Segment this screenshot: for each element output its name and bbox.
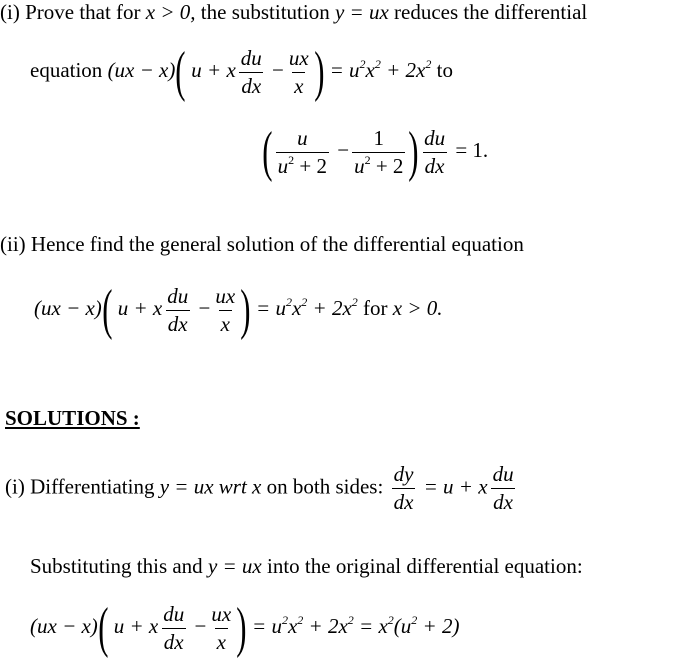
left-paren: ( bbox=[175, 41, 186, 103]
minus-sign: − bbox=[272, 57, 284, 82]
differentiation-step bbox=[5, 464, 519, 513]
rhs-expression: = $u^2x^2 + 2x^2$ bbox=[329, 56, 432, 82]
for-word: for bbox=[363, 295, 388, 320]
subst-text-start: Substituting this and bbox=[30, 554, 203, 578]
reduced-equation bbox=[262, 121, 489, 183]
right-paren: ) bbox=[236, 597, 247, 659]
substituted-equation-partial bbox=[30, 597, 460, 659]
equals-one: = 1. bbox=[455, 137, 489, 162]
original-equation bbox=[30, 41, 453, 103]
lhs-factor: (ux − x) bbox=[107, 57, 176, 82]
u-term: u + x bbox=[191, 57, 236, 82]
substitution-step bbox=[30, 556, 583, 577]
part-i-condition: x > 0, bbox=[145, 0, 196, 24]
du-dx-fraction: $\frac{du}{dx}$ bbox=[163, 601, 185, 654]
dy-dx-fraction: $\frac{dy}{dx}$ bbox=[393, 462, 414, 514]
du-dx-fraction: $\frac{du}{dx}$ bbox=[424, 125, 446, 178]
minus-sign: − bbox=[194, 613, 207, 638]
rhs-expression: = $u^2x^2 + 2x^2 = x^2(u^2 + 2)$ bbox=[252, 612, 460, 638]
minus-sign: − bbox=[337, 137, 350, 162]
left-paren: ( bbox=[98, 597, 109, 659]
lhs-factor: (ux − x) bbox=[34, 295, 102, 320]
ux-over-x-fraction: $\frac{ux}{x}$ bbox=[211, 601, 232, 654]
u-term: u + x bbox=[117, 295, 163, 320]
diff-tail: on both sides: bbox=[266, 474, 384, 499]
part-ii-equation bbox=[34, 279, 443, 341]
u-over-u2plus2-fraction: $\frac{u}{u^2 + 2}$ bbox=[277, 125, 327, 178]
du-dx-fraction: $\frac{du}{dx}$ bbox=[492, 462, 514, 514]
part-i-mid: the substitution bbox=[200, 0, 330, 24]
subst-text-end: into the original differential equation: bbox=[267, 554, 583, 578]
left-paren: ( bbox=[262, 121, 273, 183]
right-paren: ) bbox=[313, 41, 325, 103]
du-dx-fraction: $\frac{du}{dx}$ bbox=[167, 283, 189, 336]
part-i-intro: (i) Prove that for bbox=[0, 0, 141, 24]
diff-expression: y = ux wrt x bbox=[159, 474, 262, 499]
part-ii-condition: x > 0. bbox=[392, 295, 443, 320]
ux-over-x-fraction: $\frac{ux}{x}$ bbox=[288, 45, 309, 98]
minus-sign: − bbox=[198, 295, 211, 320]
ux-over-x-fraction: $\frac{ux}{x}$ bbox=[215, 283, 236, 336]
part-i-statement bbox=[0, 2, 587, 23]
subst-expression: y = ux bbox=[207, 554, 262, 578]
du-dx-fraction: $\frac{du}{dx}$ bbox=[240, 45, 262, 98]
one-over-u2plus2-fraction: $\frac{1}{u^2 + 2}$ bbox=[354, 125, 404, 178]
rhs-expression: = $u^2x^2 + 2x^2$ bbox=[256, 294, 358, 320]
u-term: u + x bbox=[113, 613, 159, 638]
lhs-factor: (ux − x) bbox=[30, 613, 98, 638]
equation-word: equation bbox=[30, 57, 103, 82]
right-paren: ) bbox=[408, 121, 419, 183]
diff-result: = u + x bbox=[423, 474, 488, 499]
to-word: to bbox=[436, 57, 453, 82]
right-paren: ) bbox=[240, 279, 251, 341]
left-paren: ( bbox=[102, 279, 113, 341]
part-ii-statement: (ii) Hence find the general solution of the differential equation bbox=[0, 232, 524, 256]
diff-intro: (i) Differentiating bbox=[5, 474, 155, 499]
part-i-tail: reduces the differential bbox=[394, 0, 588, 24]
part-i-substitution: y = ux bbox=[334, 0, 389, 24]
solutions-heading: SOLUTIONS : bbox=[5, 406, 140, 430]
